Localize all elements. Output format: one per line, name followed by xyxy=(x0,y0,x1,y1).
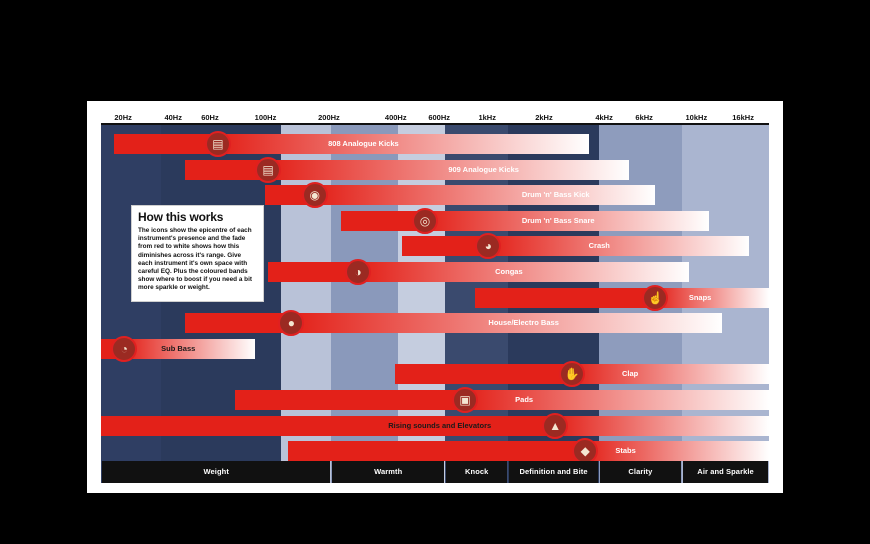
frequency-tick-label: 600Hz xyxy=(428,113,451,122)
icon-glyph: ✋ xyxy=(564,367,580,382)
zone-label: Warmth xyxy=(332,461,444,483)
instrument-row[interactable] xyxy=(288,441,769,461)
infographic-card xyxy=(87,101,783,493)
frequency-tick-label: 4kHz xyxy=(595,113,613,122)
kick-drum-icon xyxy=(205,131,231,157)
zone-label: Definition and Bite xyxy=(509,461,597,483)
instrument-row[interactable] xyxy=(101,416,769,436)
frequency-tick-label: 100Hz xyxy=(254,113,277,122)
instrument-row[interactable] xyxy=(185,160,629,180)
instrument-label: Pads xyxy=(515,395,534,404)
instrument-row[interactable] xyxy=(475,288,769,308)
zone-axis xyxy=(101,461,769,483)
drum-kit-icon xyxy=(302,182,328,208)
instrument-label: House/Electro Bass xyxy=(488,318,559,328)
icon-glyph: ▲ xyxy=(549,418,562,433)
instrument-label: Snaps xyxy=(688,292,712,302)
instrument-label: 808 Analogue Kicks xyxy=(328,139,399,148)
how-this-works-body: The icons show the epicentre of each instrument's presence and the fade from red to white shows how this diminishes across it's range. Give each instrument it's own space with careful EQ. Plus the coloured bands show where to boost if you need a bit more sparkle or weight. xyxy=(138,227,252,292)
frequency-tick-label: 16kHz xyxy=(732,113,754,122)
frequency-range-bar xyxy=(475,288,769,308)
frequency-tick-label: 2kHz xyxy=(535,113,553,122)
how-this-works-title: How this works xyxy=(138,210,224,224)
instrument-row[interactable] xyxy=(395,364,769,384)
instrument-row[interactable] xyxy=(235,390,769,410)
icon-glyph: ◉ xyxy=(309,188,320,203)
frequency-tick-label: 6kHz xyxy=(635,113,653,122)
instrument-label: Drum 'n' Bass Kick xyxy=(521,190,590,200)
hands-clap-icon xyxy=(559,361,585,387)
instrument-row[interactable] xyxy=(114,134,588,154)
bass-speaker-icon xyxy=(278,310,304,336)
icon-glyph: ☝ xyxy=(647,290,663,305)
instrument-label: Rising sounds and Elevators xyxy=(388,420,492,430)
riser-icon xyxy=(542,413,568,439)
crash-cymbal-icon xyxy=(475,233,501,259)
instrument-row[interactable] xyxy=(268,262,689,282)
icon-glyph: ▤ xyxy=(262,162,274,177)
frequency-range-bar xyxy=(402,236,749,256)
synth-pad-icon xyxy=(452,387,478,413)
zone-label: Clarity xyxy=(600,461,682,483)
snare-drum-icon xyxy=(412,208,438,234)
frequency-axis xyxy=(101,110,769,125)
how-this-works-panel xyxy=(131,205,264,302)
icon-glyph: ◎ xyxy=(419,213,431,228)
frequency-tick-label: 200Hz xyxy=(318,113,340,122)
kick-drum-icon xyxy=(255,157,281,183)
congas-icon xyxy=(345,259,371,285)
frequency-tick-label: 20Hz xyxy=(114,113,132,122)
icon-glyph: ◆ xyxy=(580,444,590,459)
zone-label: Air and Sparkle xyxy=(683,461,768,483)
frequency-range-bar xyxy=(185,160,629,180)
instrument-row[interactable] xyxy=(265,185,656,205)
instrument-label: Drum 'n' Bass Snare xyxy=(521,215,595,225)
instrument-row[interactable] xyxy=(101,339,255,359)
frequency-range-bar xyxy=(268,262,689,282)
frequency-tick-label: 400Hz xyxy=(384,113,407,122)
frequency-tick-label: 1kHz xyxy=(478,113,496,122)
instrument-label: 909 Analogue Kicks xyxy=(448,164,519,174)
frequency-tick-label: 40Hz xyxy=(164,113,182,122)
instrument-label: Sub Bass xyxy=(161,343,196,353)
instrument-label: Crash xyxy=(588,241,610,251)
instrument-row[interactable] xyxy=(341,211,708,231)
zone-label: Weight xyxy=(102,461,330,483)
icon-glyph: ◑ xyxy=(354,265,362,279)
frequency-axis-rule xyxy=(101,123,769,125)
instrument-row[interactable] xyxy=(185,313,723,333)
chart-plot-area xyxy=(101,110,769,483)
instrument-label: Congas xyxy=(495,267,523,276)
sub-bass-icon xyxy=(111,336,137,362)
icon-glyph: ● xyxy=(287,316,295,331)
icon-glyph: ▣ xyxy=(459,393,471,407)
icon-glyph: ◔ xyxy=(120,341,128,356)
frequency-range-bar xyxy=(235,390,769,410)
instrument-label: Stabs xyxy=(615,446,636,456)
frequency-range-bar xyxy=(288,441,769,461)
instrument-label: Clap xyxy=(622,369,639,379)
frequency-tick-label: 60Hz xyxy=(201,113,219,122)
finger-snap-icon xyxy=(642,285,668,311)
icon-glyph: ▤ xyxy=(212,137,224,151)
instrument-row[interactable] xyxy=(402,236,749,256)
frequency-range-bar xyxy=(185,313,723,333)
zone-label: Knock xyxy=(446,461,507,483)
frequency-tick-label: 10kHz xyxy=(685,113,708,122)
icon-glyph: ◕ xyxy=(484,239,493,254)
